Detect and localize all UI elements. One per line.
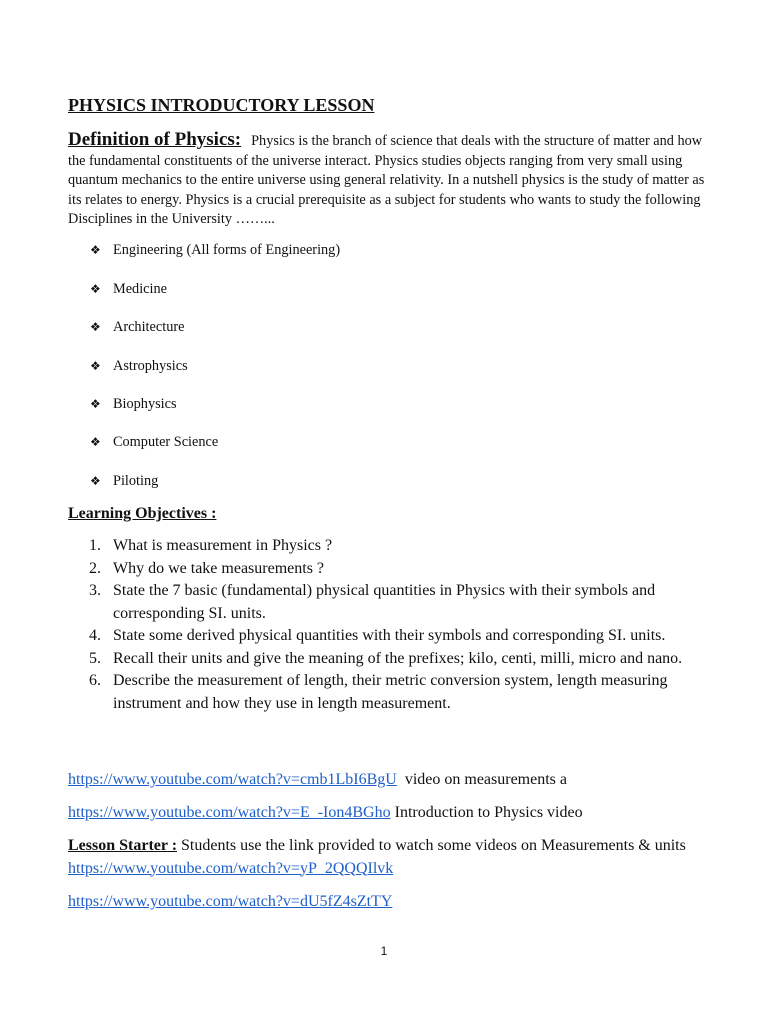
- objective-item: [68, 558, 708, 581]
- definition-heading: Definition of Physics:: [68, 129, 242, 150]
- video-link-intro-physics[interactable]: https://www.youtube.com/watch?v=E_-Ion4BGho: [68, 804, 391, 821]
- discipline-label: Medicine: [113, 281, 167, 297]
- discipline-item: [90, 241, 340, 259]
- page-title: PHYSICS INTRODUCTORY LESSON: [68, 95, 375, 115]
- objective-text: State the 7 basic (fundamental) physical quantities in Physics with their symbols and corresponding SI. units.: [113, 582, 656, 622]
- video-link-caption: Introduction to Physics video: [394, 804, 583, 821]
- objective-number: 6.: [89, 672, 101, 689]
- objective-text: What is measurement in Physics ?: [113, 537, 333, 554]
- discipline-label: Biophysics: [113, 396, 177, 412]
- objective-text: State some derived physical quantities with their symbols and corresponding SI. units.: [113, 627, 666, 644]
- objective-text: Why do we take measurements ?: [113, 559, 325, 577]
- discipline-item: [90, 472, 158, 490]
- objective-number: 3.: [89, 582, 101, 599]
- lesson-starter-label: Lesson Starter :: [68, 837, 178, 854]
- discipline-item: [90, 395, 177, 413]
- objective-item: [68, 625, 708, 648]
- diamond-bullet-icon: ❖: [90, 359, 101, 373]
- definition-paragraph: [68, 130, 708, 230]
- diamond-bullet-icon: ❖: [90, 320, 101, 334]
- lesson-starter-text: Students use the link provided to watch some videos on Measurements & units: [181, 837, 686, 854]
- lesson-starter-paragraph: [68, 835, 708, 880]
- discipline-item: [90, 357, 188, 375]
- diamond-bullet-icon: ❖: [90, 474, 101, 488]
- learning-objectives-heading: Learning Objectives :: [68, 505, 217, 522]
- objective-item: [68, 580, 708, 625]
- definition-text: Physics is the branch of science that deals with the structure of matter and how the fundamental constituents of the universe interact. Physics studies objects ranging from very small using quantum mechanics to the entire universe using general relativity. In a nutshell physics is the study of matter as its relates to energy. Physics is a crucial prerequisite as a subject for students who wants to study the following Disciplines in the University ……...: [68, 133, 705, 228]
- discipline-label: Piloting: [113, 473, 159, 489]
- page-number: 1: [380, 944, 388, 958]
- discipline-item: [90, 280, 167, 298]
- objective-text: Describe the measurement of length, their metric conversion system, length measuring instrument and how they use in length measurement.: [113, 672, 668, 712]
- objective-item: [68, 670, 708, 715]
- discipline-label: Astrophysics: [113, 358, 188, 374]
- discipline-item: [90, 433, 218, 451]
- discipline-label: Architecture: [113, 319, 185, 335]
- diamond-bullet-icon: ❖: [90, 282, 101, 296]
- objective-item: [68, 648, 708, 671]
- objective-number: 1.: [89, 537, 101, 554]
- objective-number: 4.: [89, 627, 101, 644]
- objective-item: [68, 535, 708, 558]
- objective-number: 2.: [89, 559, 101, 577]
- video-link-caption: video on measurements a: [404, 771, 567, 788]
- video-link-line: [68, 769, 567, 791]
- diamond-bullet-icon: ❖: [90, 397, 101, 411]
- discipline-label: Computer Science: [113, 434, 219, 450]
- video-link-line: [68, 802, 583, 824]
- discipline-item: [90, 318, 184, 336]
- discipline-label: Engineering (All forms of Engineering): [113, 242, 341, 258]
- video-link-measurements[interactable]: https://www.youtube.com/watch?v=cmb1LbI6BgU: [68, 771, 397, 788]
- diamond-bullet-icon: ❖: [90, 243, 101, 257]
- diamond-bullet-icon: ❖: [90, 435, 101, 449]
- lesson-starter-link[interactable]: https://www.youtube.com/watch?v=yP_2QQQIlvk: [68, 859, 394, 877]
- objective-text: Recall their units and give the meaning of the prefixes; kilo, centi, milli, micro and nano.: [113, 649, 683, 667]
- video-link-line: [68, 891, 392, 913]
- final-video-link[interactable]: https://www.youtube.com/watch?v=dU5fZ4sZtTY: [68, 893, 393, 910]
- objective-number: 5.: [89, 649, 101, 667]
- learning-objectives-list: [68, 535, 708, 715]
